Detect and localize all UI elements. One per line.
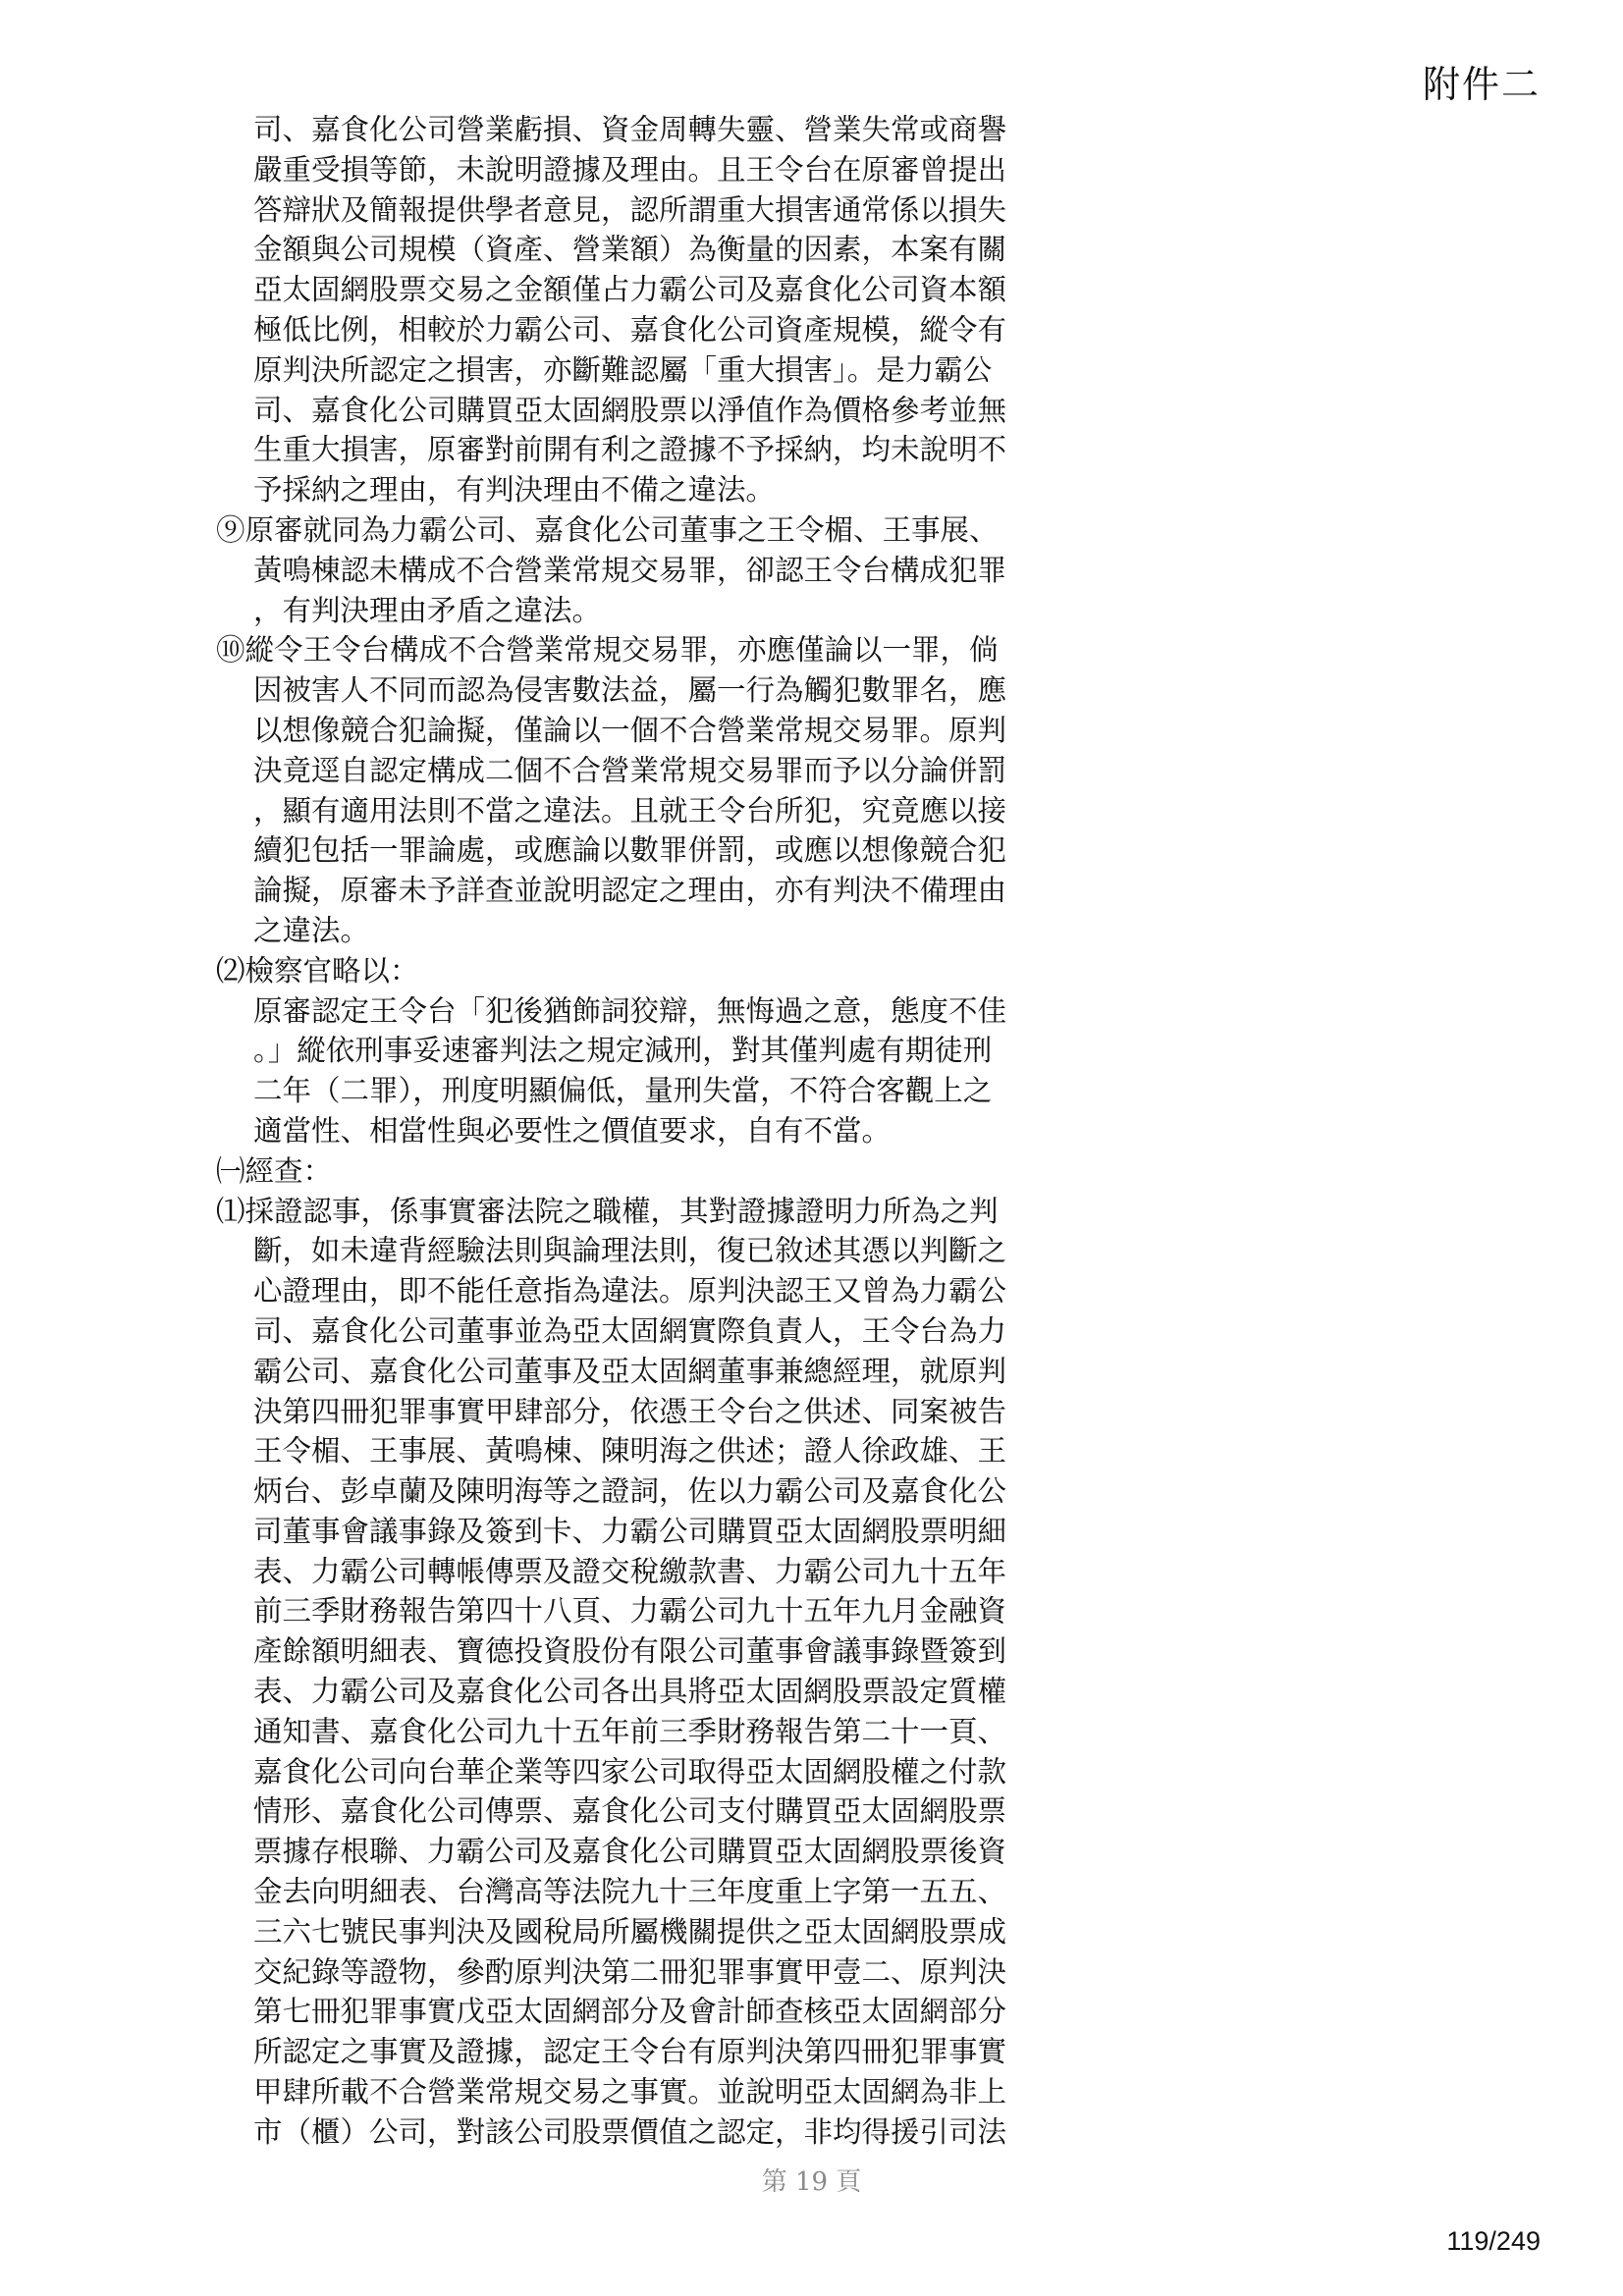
page-count: 119/249 <box>1446 2226 1541 2256</box>
text-line: 亞太固網股票交易之金額僅占力霸公司及嘉食化公司資本額 <box>253 273 1007 307</box>
text-line: 第七冊犯罪事實戊亞太固網部分及會計師查核亞太固網部分 <box>253 1995 1007 2029</box>
text-line: ，有判決理由矛盾之違法。 <box>253 593 602 627</box>
text-line: 所認定之事實及證據，認定王令台有原判決第四冊犯罪事實 <box>253 2035 1007 2069</box>
text-line: 生重大損害，原審對前開有利之證據不予採納，均未說明不 <box>253 433 1007 467</box>
text-line: 嘉食化公司向台華企業等四家公司取得亞太固網股權之付款 <box>253 1754 1007 1789</box>
text-line: ⑵檢察官略以： <box>216 953 419 988</box>
text-line: 司、嘉食化公司董事並為亞太固網實際負責人，王令台為力 <box>253 1313 1007 1348</box>
text-line: ，顯有適用法則不當之違法。且就王令台所犯，究竟應以接 <box>253 793 1007 828</box>
text-line: 以想像競合犯論擬，僅論以一個不合營業常規交易罪。原判 <box>253 713 1007 747</box>
text-line: 適當性、相當性與必要性之價值要求，自有不當。 <box>253 1113 892 1148</box>
text-line: 。」縱依刑事妥速審判法之規定減刑，對其僅判處有期徒刑 <box>253 1034 993 1068</box>
text-line: ⑨原審就同為力霸公司、嘉食化公司董事之王令楣、王事展、 <box>216 512 999 547</box>
page-number: 第 19 頁 <box>761 2167 862 2197</box>
text-line: 原審認定王令台「犯後猶飾詞狡辯，無悔過之意，態度不佳 <box>253 993 1007 1028</box>
annex-label: 附件二 <box>1422 63 1541 106</box>
text-line: 票據存根聯、力霸公司及嘉食化公司購買亞太固網股票後資 <box>253 1835 1007 1869</box>
text-line: 交紀錄等證物，參酌原判決第二冊犯罪事實甲壹二、原判決 <box>253 1954 1007 1989</box>
text-line: 極低比例，相較於力霸公司、嘉食化公司資產規模，縱令有 <box>253 312 1007 347</box>
text-line: ⑩縱令王令台構成不合營業常規交易罪，亦應僅論以一罪，倘 <box>216 633 999 667</box>
text-line: 決第四冊犯罪事實甲肆部分，依憑王令台之供述、同案被告 <box>253 1394 1007 1428</box>
text-line: ㈠經查： <box>216 1153 333 1188</box>
text-line: 表、力霸公司及嘉食化公司各出具將亞太固網股票設定質權 <box>253 1675 1007 1709</box>
text-line: 炳台、彭卓蘭及陳明海等之證詞，佐以力霸公司及嘉食化公 <box>253 1474 1007 1509</box>
text-line: 答辯狀及簡報提供學者意見，認所謂重大損害通常係以損失 <box>253 192 1007 227</box>
text-line: 前三季財務報告第四十八頁、力霸公司九十五年九月金融資 <box>253 1594 1007 1629</box>
document-body <box>216 110 1007 2153</box>
text-line: 金額與公司規模（資產、營業額）為衡量的因素，本案有關 <box>253 233 1007 267</box>
text-line: 產餘額明細表、寶德投資股份有限公司董事會議事錄暨簽到 <box>253 1634 1007 1669</box>
text-line: 心證理由，即不能任意指為違法。原判決認王又曾為力霸公 <box>253 1274 1007 1308</box>
text-line: 司董事會議事錄及簽到卡、力霸公司購買亞太固網股票明細 <box>253 1514 1007 1548</box>
text-line: 情形、嘉食化公司傳票、嘉食化公司支付購買亞太固網股票 <box>253 1794 1007 1829</box>
text-line: 原判決所認定之損害，亦斷難認屬「重大損害」。是力霸公 <box>253 352 993 387</box>
text-line: 霸公司、嘉食化公司董事及亞太固網董事兼總經理，就原判 <box>253 1354 1007 1388</box>
text-line: 甲肆所載不合營業常規交易之事實。並說明亞太固網為非上 <box>253 2075 1007 2109</box>
text-line: 司、嘉食化公司購買亞太固網股票以淨值作為價格參考並無 <box>253 393 1007 427</box>
text-line: 三六七號民事判決及國稅局所屬機關提供之亞太固網股票成 <box>253 1914 1007 1949</box>
text-line: ⑴採證認事，係事實審法院之職權，其對證據證明力所為之判 <box>216 1194 999 1228</box>
text-line: 金去向明細表、台灣高等法院九十三年度重上字第一五五、 <box>253 1875 1007 1909</box>
text-line: 之違法。 <box>253 913 370 947</box>
text-line: 王令楣、王事展、黃鳴棟、陳明海之供述；證人徐政雄、王 <box>253 1434 1007 1468</box>
text-line: 予採納之理由，有判決理由不備之違法。 <box>253 473 776 507</box>
text-line: 黃鳴棟認未構成不合營業常規交易罪，卻認王令台構成犯罪 <box>253 553 1007 587</box>
text-line: 嚴重受損等節，未說明證據及理由。且王令台在原審曾提出 <box>253 152 1007 187</box>
text-line: 司、嘉食化公司營業虧損、資金周轉失靈、營業失常或商譽 <box>253 113 1007 146</box>
text-line: 決竟逕自認定構成二個不合營業常規交易罪而予以分論併罰 <box>253 753 1007 787</box>
text-line: 二年（二罪），刑度明顯偏低，量刑失當，不符合客觀上之 <box>253 1074 993 1108</box>
text-line: 因被害人不同而認為侵害數法益，屬一行為觸犯數罪名，應 <box>253 673 1007 708</box>
text-line: 表、力霸公司轉帳傳票及證交稅繳款書、力霸公司九十五年 <box>253 1554 1007 1588</box>
text-line: 通知書、嘉食化公司九十五年前三季財務報告第二十一頁、 <box>253 1714 1007 1748</box>
text-line: 論擬，原審未予詳查並說明認定之理由，亦有判決不備理由 <box>253 874 1007 908</box>
text-line: 續犯包括一罪論處，或應論以數罪併罰，或應以想像競合犯 <box>253 833 1007 868</box>
text-line: 斷，如未違背經驗法則與論理法則，復已敘述其憑以判斷之 <box>253 1234 1007 1268</box>
text-line: 市（櫃）公司，對該公司股票價值之認定，非均得援引司法 <box>253 2114 1007 2149</box>
